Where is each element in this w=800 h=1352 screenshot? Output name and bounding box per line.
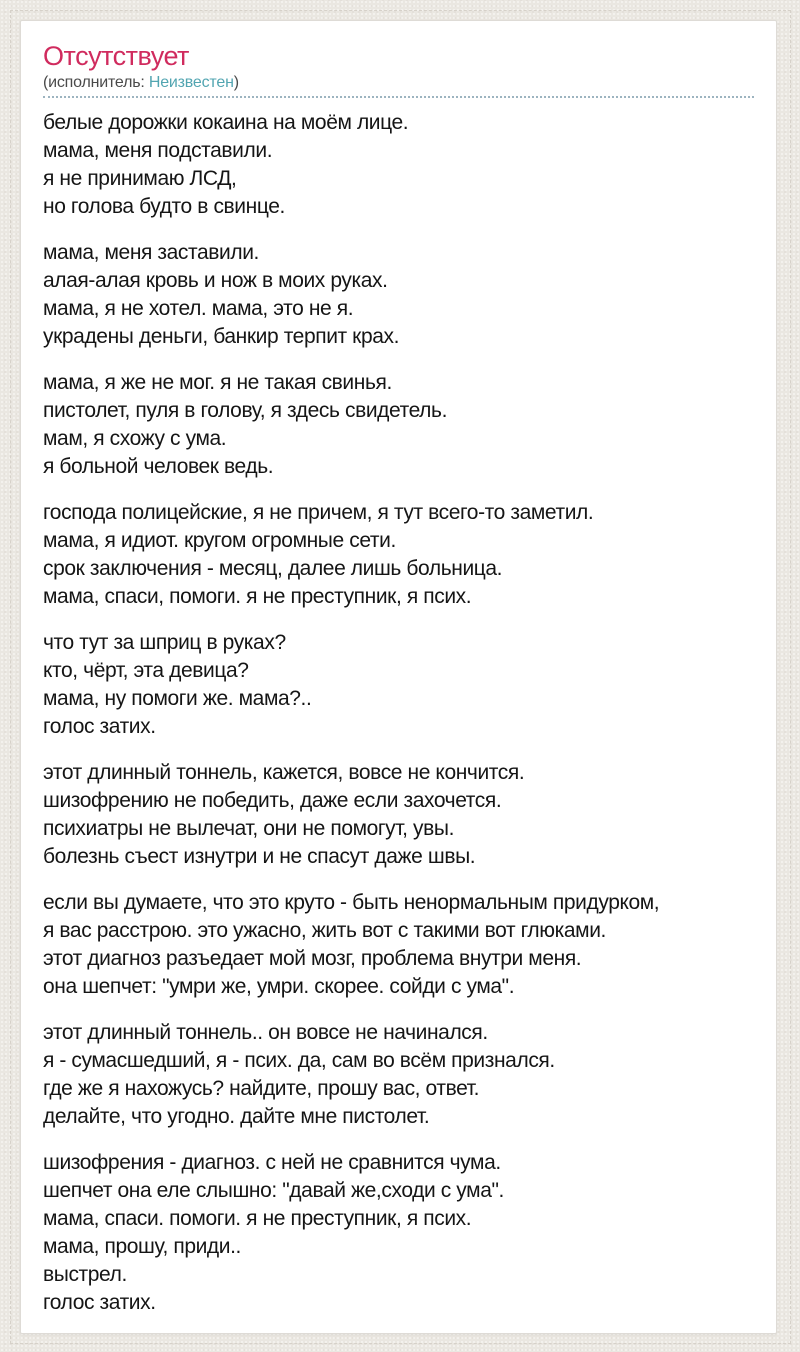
- lyric-line: шепчет она еле слышно: "давай же,сходи с ума".: [43, 1179, 504, 1202]
- lyric-line: голос затих.: [43, 715, 156, 738]
- lyric-line: мама, меня подставили.: [43, 139, 273, 162]
- lyrics-card: [20, 20, 777, 1334]
- lyric-line: я вас расстрою. это ужасно, жить вот с такими вот глюками.: [43, 919, 606, 942]
- lyric-line: если вы думаете, что это круто - быть ненормальным придурком,: [43, 891, 660, 914]
- lyric-line: срок заключения - месяц, далее лишь больница.: [43, 557, 503, 580]
- lyric-line: пистолет, пуля в голову, я здесь свидетель.: [43, 399, 447, 422]
- song-title: Отсутствует: [43, 41, 189, 71]
- lyrics-text: [43, 109, 754, 1317]
- lyric-line: мама, прошу, приди..: [43, 1235, 241, 1258]
- stanza: [43, 1019, 754, 1131]
- stanza: [43, 1149, 754, 1317]
- lyric-line: но голова будто в свинце.: [43, 195, 285, 218]
- lyric-line: выстрел.: [43, 1263, 127, 1286]
- lyric-line: мам, я схожу с ума.: [43, 427, 227, 450]
- lyric-line: я больной человек ведь.: [43, 455, 274, 478]
- lyric-line: кто, чёрт, эта девица?: [43, 659, 249, 682]
- lyric-line: мама, ну помоги же. мама?..: [43, 687, 312, 710]
- lyric-line: мама, я идиот. кругом огромные сети.: [43, 529, 396, 552]
- lyric-line: этот длинный тоннель.. он вовсе не начинался.: [43, 1021, 488, 1044]
- artist-suffix: ): [233, 74, 239, 91]
- lyric-line: алая-алая кровь и нож в моих руках.: [43, 269, 388, 292]
- lyric-line: этот диагноз разъедает мой мозг, проблема внутри меня.: [43, 947, 582, 970]
- lyric-line: делайте, что угодно. дайте мне пистолет.: [43, 1105, 430, 1128]
- lyric-line: болезнь съест изнутри и не спасут даже швы.: [43, 845, 476, 868]
- lyric-line: мама, меня заставили.: [43, 241, 259, 264]
- lyric-line: мама, я же не мог. я не такая свинья.: [43, 371, 392, 394]
- lyric-line: я - сумасшедший, я - псих. да, сам во всём признался.: [43, 1049, 555, 1072]
- lyric-line: где же я нахожусь? найдите, прошу вас, ответ.: [43, 1077, 480, 1100]
- stanza: [43, 369, 754, 481]
- lyric-line: этот длинный тоннель, кажется, вовсе не кончится.: [43, 761, 525, 784]
- song-header: [43, 41, 754, 98]
- stanza: [43, 629, 754, 741]
- lyric-line: что тут за шприц в руках?: [43, 631, 286, 654]
- lyric-line: голос затих.: [43, 1291, 156, 1314]
- lyric-line: психиатры не вылечат, они не помогут, увы.: [43, 817, 455, 840]
- stanza: [43, 499, 754, 611]
- lyric-line: шизофрения - диагноз. с ней не сравнится чума.: [43, 1151, 501, 1174]
- lyric-line: шизофрению не победить, даже если захочется.: [43, 789, 502, 812]
- lyric-line: она шепчет: "умри же, умри. скорее. сойди с ума".: [43, 975, 515, 998]
- lyric-line: я не принимаю ЛСД,: [43, 167, 237, 190]
- lyric-line: мама, спаси. помоги. я не преступник, я псих.: [43, 1207, 472, 1230]
- artist-prefix: (исполнитель:: [43, 74, 149, 91]
- stanza: [43, 239, 754, 351]
- stanza: [43, 109, 754, 221]
- lyric-line: господа полицейские, я не причем, я тут всего-то заметил.: [43, 501, 594, 524]
- lyric-line: украдены деньги, банкир терпит крах.: [43, 325, 400, 348]
- stanza: [43, 889, 754, 1001]
- artist-link[interactable]: Неизвестен: [148, 74, 234, 91]
- stanza: [43, 759, 754, 871]
- lyric-line: белые дорожки кокаина на моём лице.: [43, 111, 409, 134]
- artist-line: [43, 73, 754, 93]
- lyric-line: мама, спаси, помоги. я не преступник, я псих.: [43, 585, 472, 608]
- lyric-line: мама, я не хотел. мама, это не я.: [43, 297, 354, 320]
